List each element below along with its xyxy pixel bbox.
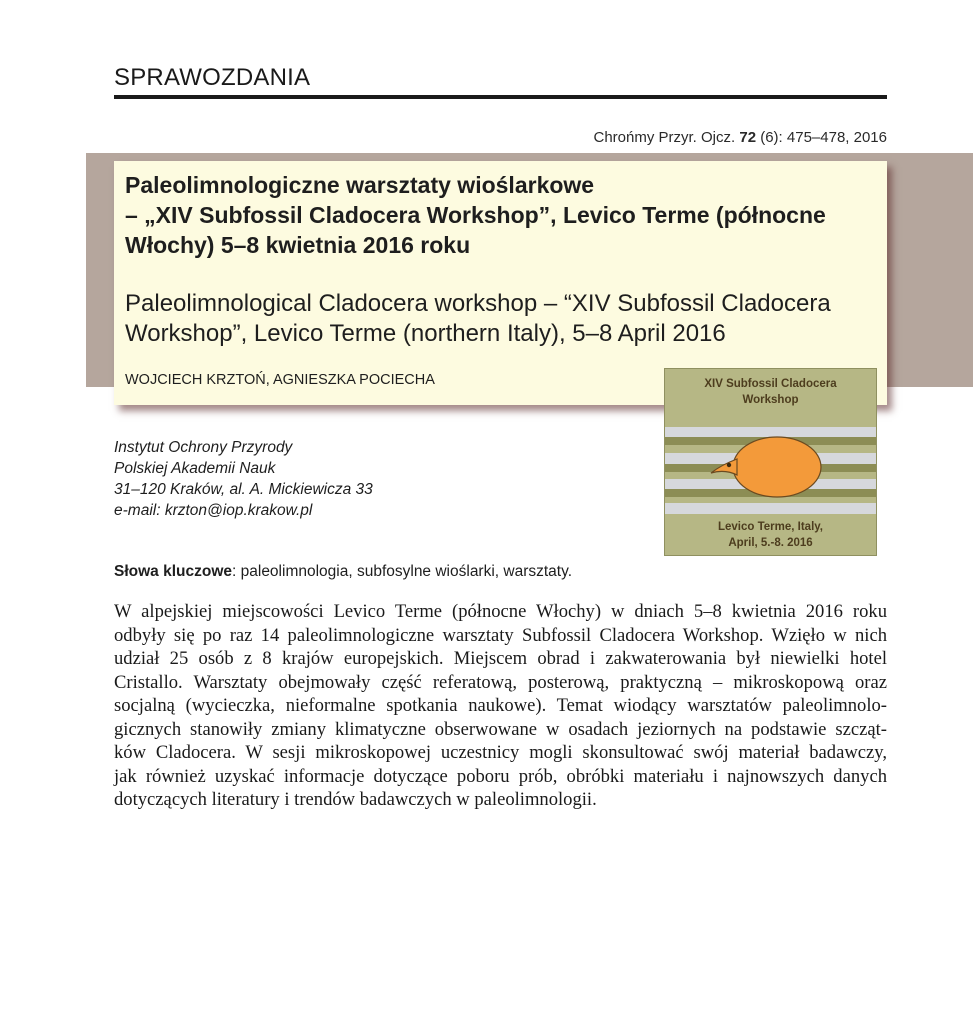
citation: [594, 129, 888, 146]
logo-place-line: Levico Terme, Italy,: [717, 521, 824, 533]
keywords-text: : paleolimnologia, subfosylne wioślarki, warsztaty.: [232, 563, 573, 580]
citation-journal: Chrońmy Przyr. Ojcz.: [593, 129, 736, 146]
authors: WOJCIECH KRZTOŃ, AGNIESZKA POCIECHA: [125, 372, 435, 388]
keywords-label: Słowa kluczowe: [114, 563, 233, 580]
body-line: dotyczących literatury i trendów badawczych w paleolimnologii.: [114, 789, 597, 810]
section-label: SPRAWOZDANIA: [114, 64, 311, 91]
affiliation-institute: Instytut Ochrony Przyrody: [114, 439, 293, 456]
body-line: socjalną (wycieczka, nieformalne spotkania naukowe). Temat wiodący warsztatów paleolimnolo-: [114, 695, 887, 716]
body-line: Cristallo. Warsztaty obejmowały część referatową, posterową, praktyczną – mikroskopową oraz: [114, 671, 887, 693]
logo-title-line: XIV Subfossil Cladocera: [704, 378, 837, 390]
citation-volume: 72: [739, 129, 757, 146]
affiliation-address: 31–120 Kraków, al. A. Mickiewicza 33: [114, 481, 373, 498]
title-english-line: Workshop”, Levico Terme (northern Italy), 5–8 April 2016: [125, 320, 726, 347]
body-line: jak również uzyskać informacje dotyczące poboru prób, obróbki materiału i najnowszych danych: [114, 765, 887, 787]
body-line: ków Cladocera. W sesji mikroskopowej uczestnicy mogli skonsultować swój materiał badawczy,: [114, 742, 887, 763]
citation-issue-pages: (6): 475–478, 2016: [760, 129, 887, 146]
title-polish: [125, 170, 875, 260]
body-line: odbyły się po raz 14 paleolimnologiczne warsztaty Subfossil Cladocera Workshop. Wzięło w nich: [114, 624, 887, 646]
title-polish-line: Paleolimnologiczne warsztaty wioślarkowe: [125, 172, 595, 198]
body-line: gicznych stanowiły zmiany klimatyczne obserwowane w osadach jeziornych na podstawie szcząt-: [114, 718, 887, 740]
body-line: W alpejskiej miejscowości Levico Terme (północne Włochy) w dniach 5–8 kwietnia 2016 roku: [114, 601, 887, 622]
title-english: [125, 289, 875, 349]
affiliation-email: e-mail: krzton@iop.krakow.pl: [114, 502, 313, 519]
logo-title-line: Workshop: [742, 394, 799, 406]
workshop-logo: [664, 368, 877, 556]
logo-text-top: [665, 376, 876, 408]
title-english-line: Paleolimnological Cladocera workshop – “XIV Subfossil Cladocera: [125, 290, 831, 317]
affiliation: [114, 437, 373, 521]
affiliation-academy: Polskiej Akademii Nauk: [114, 460, 276, 477]
body-line: udział 25 osób z 8 krajów europejskich. Miejscem obrad i zakwaterowania był niewielki hotel: [114, 648, 887, 669]
section-rule: [114, 95, 887, 99]
keywords: [114, 563, 572, 581]
body-paragraph: [114, 600, 887, 812]
title-polish-line: – „XIV Subfossil Cladocera Workshop”, Levico Terme (północne: [125, 202, 826, 228]
logo-text-bottom: [665, 519, 876, 551]
title-polish-line: Włochy) 5–8 kwietnia 2016 roku: [125, 232, 471, 258]
logo-date-line: April, 5.-8. 2016: [728, 537, 813, 549]
